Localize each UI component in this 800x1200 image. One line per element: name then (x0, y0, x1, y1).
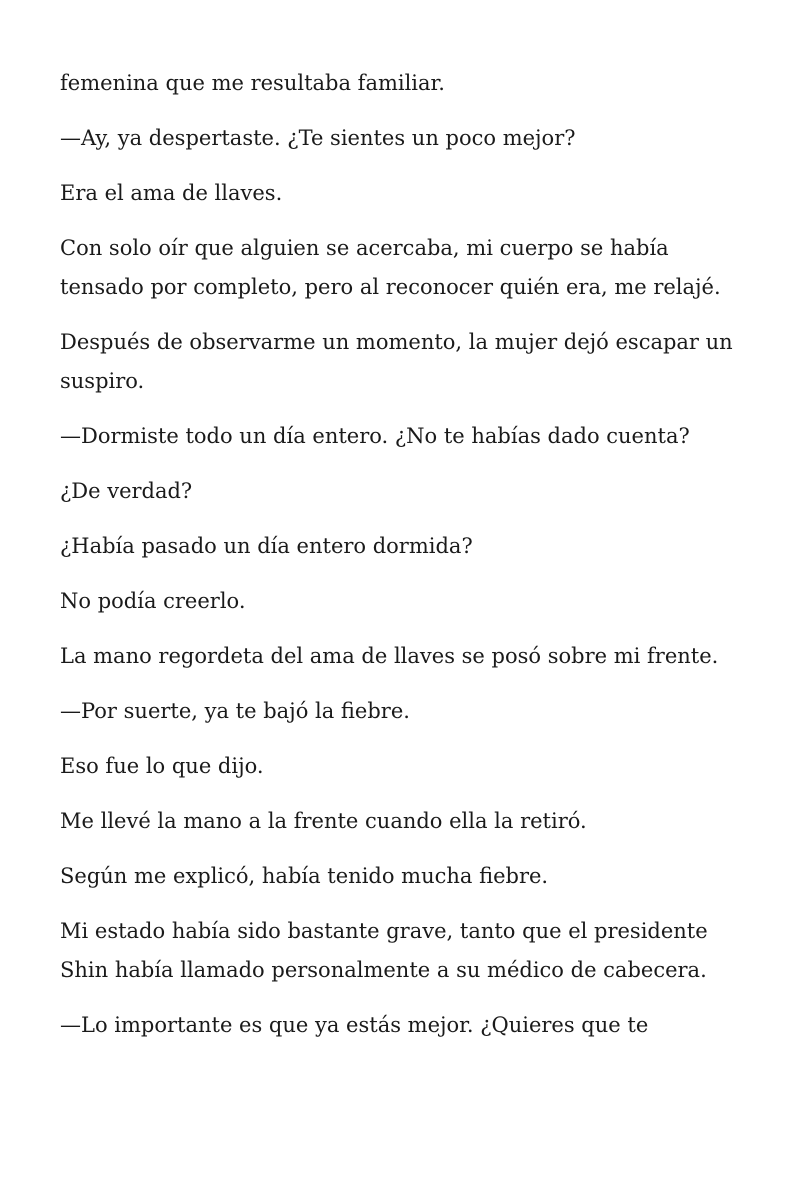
paragraph: No podía creerlo. (60, 589, 246, 613)
paragraph: —Lo importante es que ya estás mejor. ¿Quieres que te (60, 1013, 649, 1037)
paragraph: femenina que me resultaba familiar. (60, 71, 445, 95)
paragraph: Me llevé la mano a la frente cuando ella la retiró. (60, 809, 587, 833)
paragraph: —Por suerte, ya te bajó la fiebre. (60, 699, 410, 723)
paragraph: —Ay, ya despertaste. ¿Te sientes un poco mejor? (60, 126, 576, 150)
body-text (60, 64, 750, 1061)
paragraph: ¿Había pasado un día entero dormida? (60, 534, 473, 558)
paragraph: Después de observarme un momento, la mujer dejó escapar un suspiro. (60, 330, 733, 393)
paragraph: Mi estado había sido bastante grave, tanto que el presidente Shin había llamado personalmente a su médico de cabecera. (60, 919, 708, 982)
paragraph: Eso fue lo que dijo. (60, 754, 264, 778)
paragraph: Según me explicó, había tenido mucha fiebre. (60, 864, 549, 888)
paragraph: —Dormiste todo un día entero. ¿No te habías dado cuenta? (60, 424, 690, 448)
paragraph: Con solo oír que alguien se acercaba, mi cuerpo se había tensado por completo, pero al reconocer quién era, me relajé. (60, 236, 721, 299)
paragraph: Era el ama de llaves. (60, 181, 283, 205)
paragraph: La mano regordeta del ama de llaves se posó sobre mi frente. (60, 644, 719, 668)
paragraph: ¿De verdad? (60, 479, 193, 503)
